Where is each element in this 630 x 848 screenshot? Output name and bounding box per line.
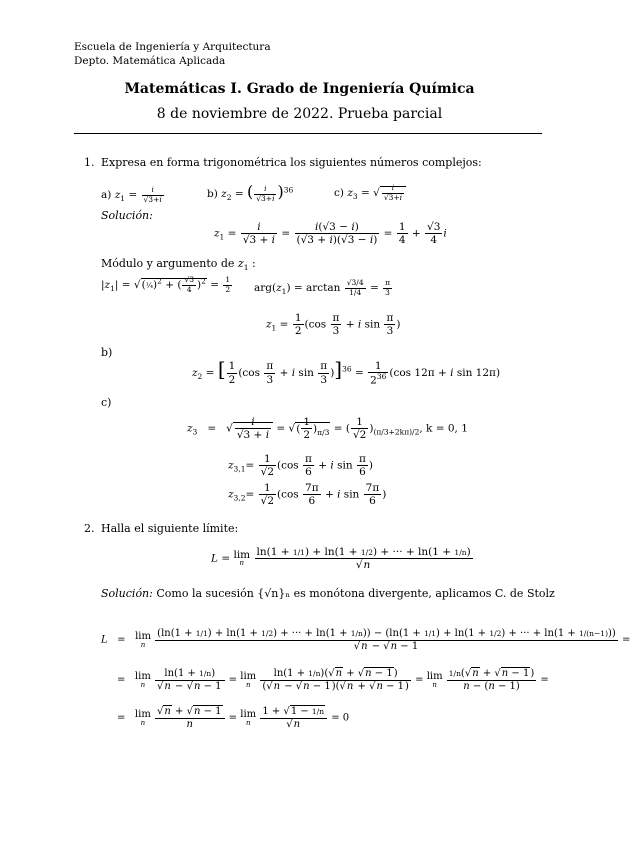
z3-equation: $z_3$ = √ $\frac{i}{√3 + i}$ = √( $\frac{1}{2}$ )$_{\pi/3}$ = ( $\frac{1}{√2}$ )$_{(\pi/3+2k\pi)/2}$, k = 0, 1: [187, 416, 468, 442]
stolz-step-3: = lim n $\frac{√n + √n - 1}{n}$ = lim n $\frac{1 + √1 - 1/n}{√n}$ = 0: [117, 706, 350, 730]
problem-2-statement: Halla el siguiente límite:: [101, 522, 239, 535]
modulus-equation: $|z_1|$ = √(¼)$^2$ + ( $\frac{√3}{4}$ )$^2$ = $\frac{1}{2}$: [101, 275, 231, 294]
limit-definition: L = lim n $\frac{\ln(1 + 1/1) + \ln(1 + 1/2) + \cdot\cdot\cdot + \ln(1 + 1/n)}{√n}$: [211, 546, 471, 572]
z32-equation: $z_{3,2}=$ $\frac{1}{√2}$ (cos $\frac{7\pi}{6}$ + i sin $\frac{7\pi}{6}$ ): [228, 482, 387, 508]
item-a: a) $z_1$ = $\frac{i}{√3+i}$: [101, 185, 162, 204]
solution-1-label: Solución:: [101, 209, 153, 222]
document-title: Matemáticas I. Grado de Ingeniería Química: [124, 81, 475, 97]
problem-1-number: 1.: [84, 156, 95, 169]
solution-2: Solución: Como la sucesión {√n}ₙ es monótona divergente, aplicamos C. de Stolz: [101, 587, 555, 600]
school-name: Escuela de Ingeniería y Arquitectura: [74, 41, 271, 53]
z1-trig-form: $z_1$ = $\frac{1}{2}$ (cos $\frac{\pi}{3}$ + i sin $\frac{\pi}{3}$ ): [266, 312, 401, 338]
modulus-text: Módulo y argumento de $z_1$ :: [101, 257, 256, 273]
argument-equation: $arg(z_1) = \arctan$ $\frac{√3/4}{1/4}$ = $\frac{\pi}{3}$: [254, 278, 391, 297]
part-c-label: c): [101, 396, 112, 409]
stolz-step-1: L = lim n (ln(1 + 1/1) + ln(1 + 1/2) + ··· + ln(1 + 1/n)) − (ln(1 + 1/1) + ln(1 + 1/2) + ··· + ln(1 + 1/(n−1))) √n − √n − 1 =: [101, 628, 630, 652]
problem-1-statement: Expresa en forma trigonométrica los siguientes números complejos:: [101, 156, 482, 169]
z2-equation: $z_2$ = [ $\frac{1}{2}$ (cos $\frac{\pi}{3}$ + i sin $\frac{\pi}{3}$ )]$^{36}$ = $\frac{1}{2^{36}}$ (cos 12π + i sin 12π): [192, 357, 501, 387]
part-b-label: b): [101, 346, 113, 359]
title-rule: [74, 133, 542, 134]
problem-2-number: 2.: [84, 522, 95, 535]
document-subtitle: 8 de noviembre de 2022. Prueba parcial: [156, 106, 443, 122]
department-name: Depto. Matemática Aplicada: [74, 55, 226, 67]
z1-equation: $z_1$ = $\frac{i}{√3 + i}$ = $\frac{i(√3 - i)}{(√3 + i)(√3 - i)}$ = $\frac{1}{4}$ + $\frac{√3}{4}$ i: [214, 221, 447, 247]
z31-equation: $z_{3,1}=$ $\frac{1}{√2}$ (cos $\frac{\pi}{6}$ + i sin $\frac{\pi}{6}$ ): [228, 453, 373, 479]
stolz-step-2: = lim n $\frac{\ln(1 + 1/n)}{√n - √n - 1}$ = lim n $\frac{\ln(1 + 1/n)(√n + √n - 1)}{(√n - √n - 1)(√n + √n - 1)}$ = lim n $\frac{1/n(√n + √n - 1)}{n - (n - 1)}$ =: [117, 668, 549, 692]
item-b: b) $z_2$ = ( $\frac{i}{√3+i}$ )$^{36}$: [207, 182, 294, 203]
item-c: c) $z_3$ = √ $\frac{i}{√3+i}$: [334, 184, 406, 202]
